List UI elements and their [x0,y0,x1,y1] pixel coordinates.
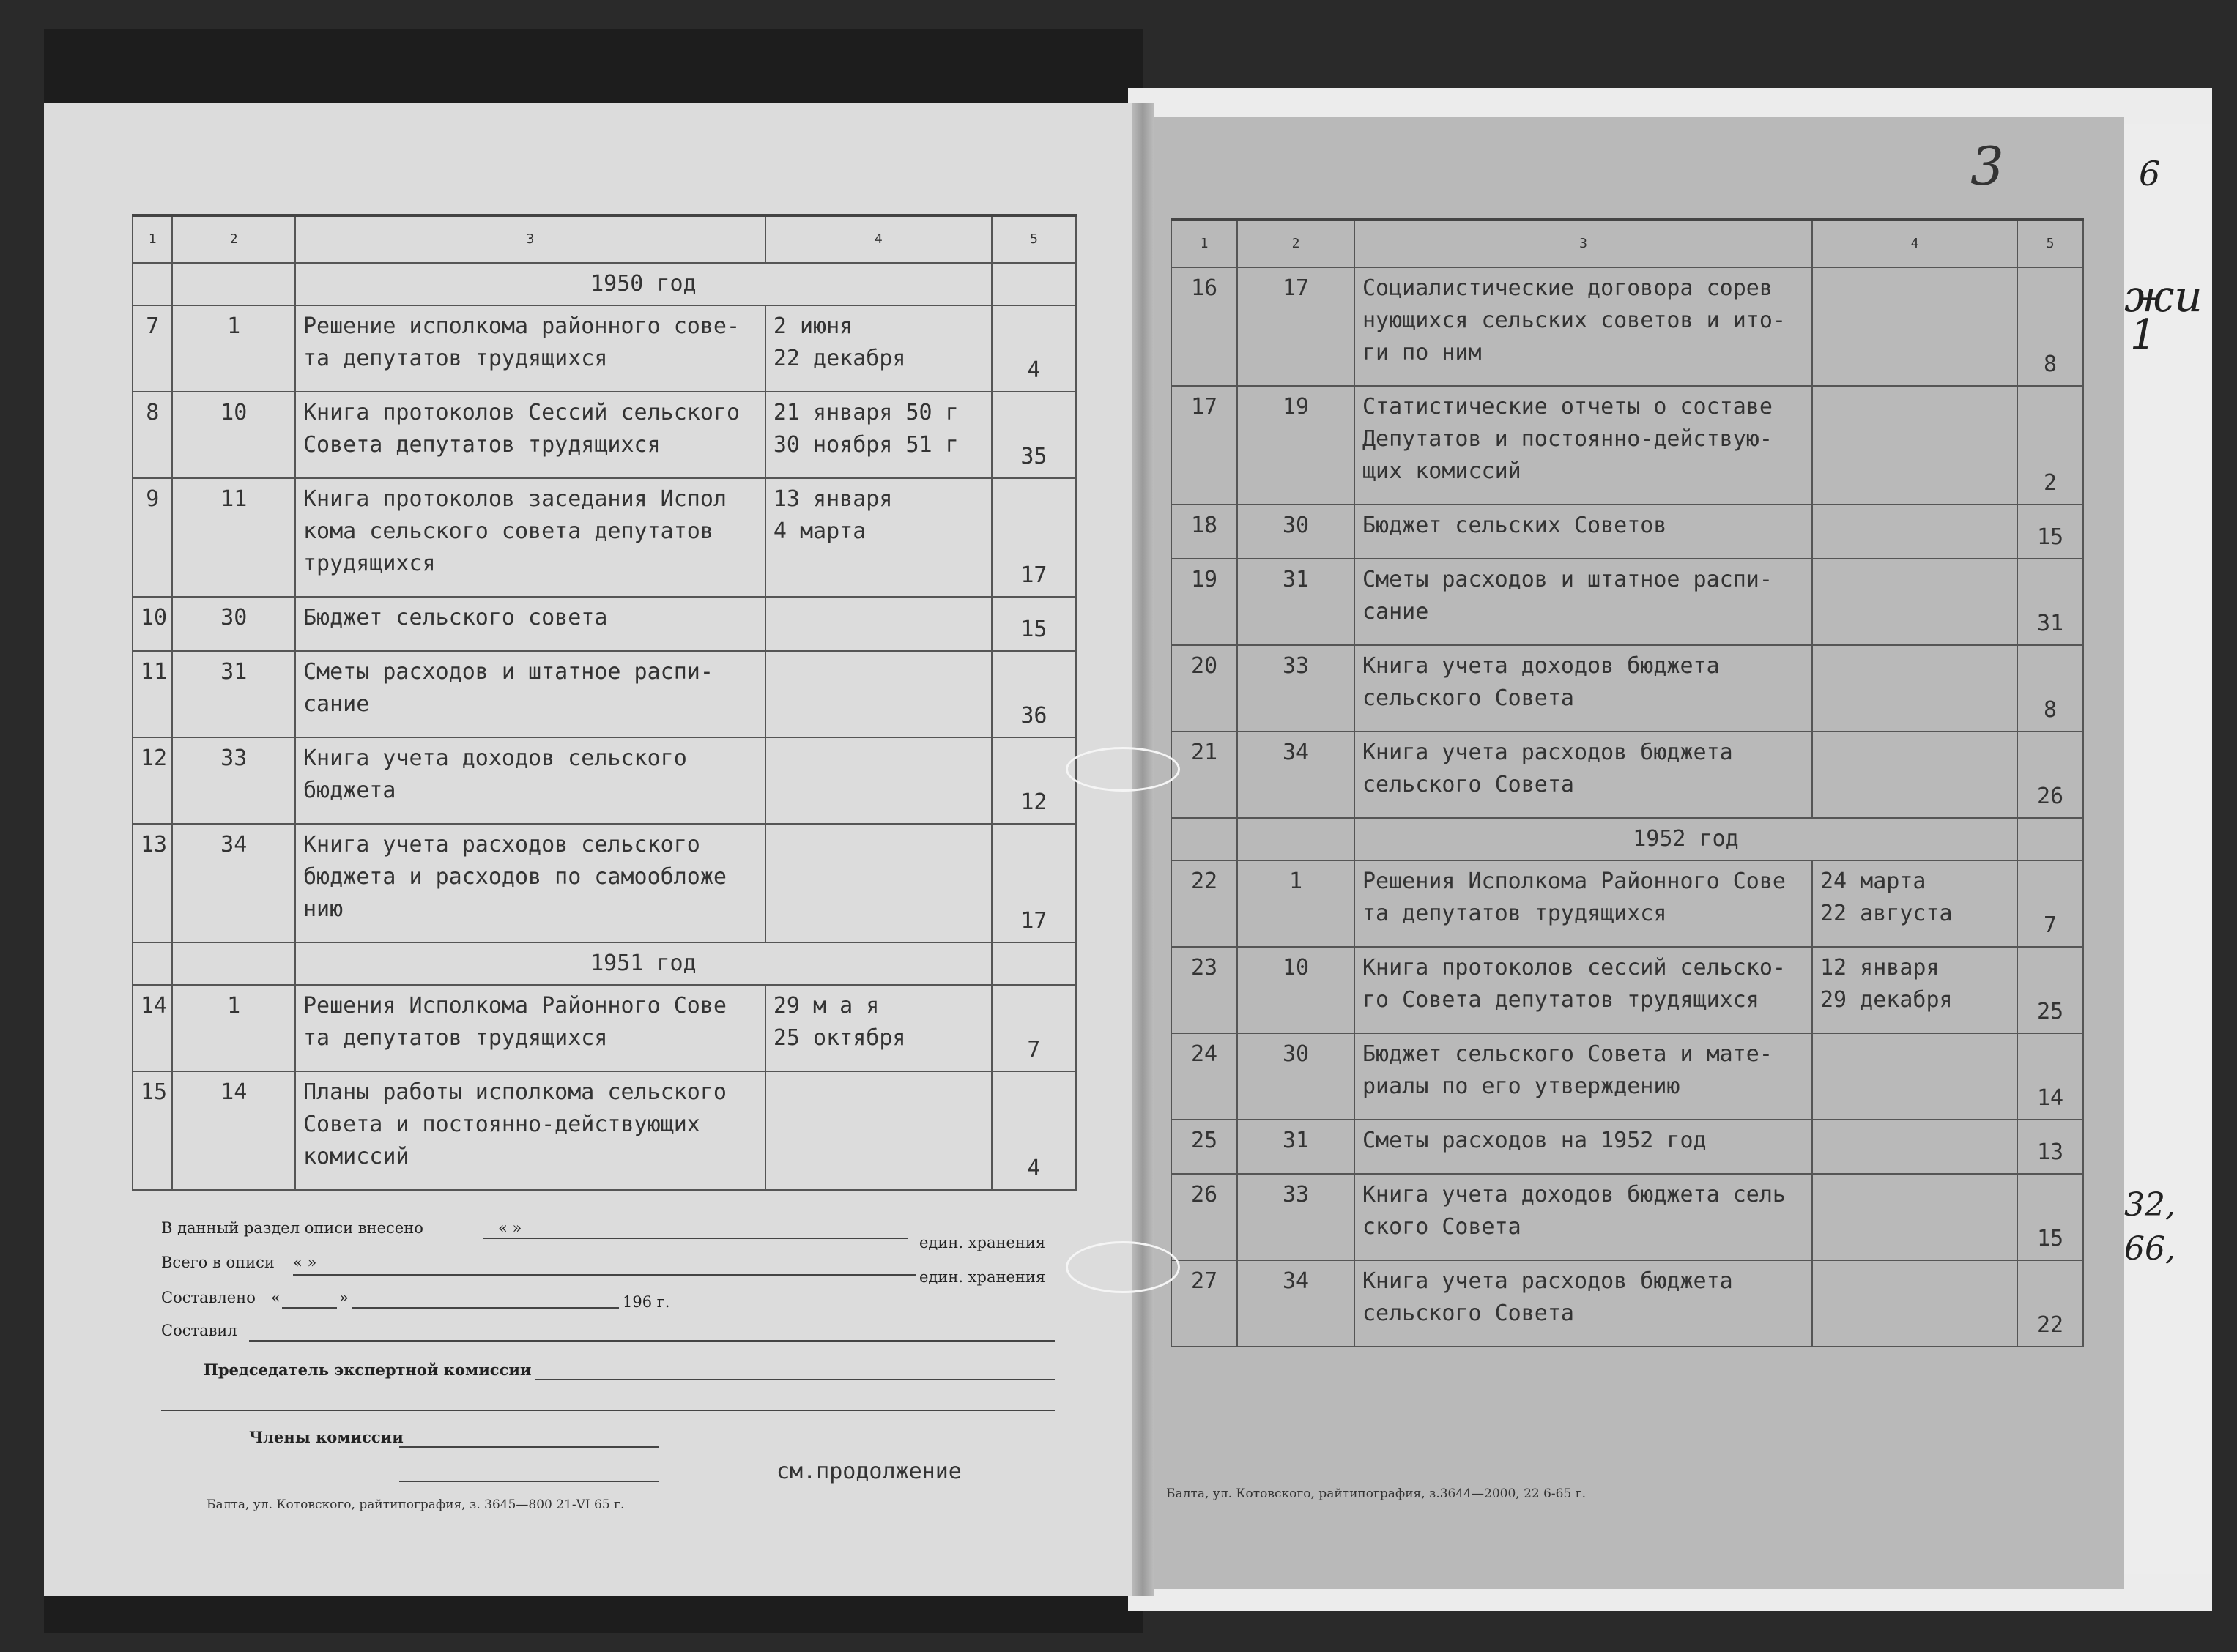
sheet-count: 26 [2017,732,2083,818]
file-number: 33 [1237,645,1354,732]
table-row [133,1071,1076,1190]
title-line: Совета и постоянно-действующих [303,1112,700,1137]
file-dates [1812,559,2017,645]
edge-mark: 1 [2130,311,2156,359]
title-line: Сметы расходов и штатное распи- [303,659,713,685]
file-number: 30 [1237,1033,1354,1120]
column-header: 1 [1171,220,1237,267]
title-line: Книга учета расходов бюджета [1362,1268,1733,1294]
file-dates [1812,505,2017,559]
title-line: ского Совета [1362,1214,1521,1240]
file-dates [1812,947,2017,1033]
sheet-count: 4 [992,305,1076,392]
sheet-count: 8 [2017,267,2083,386]
date-line: 22 августа [1820,901,1953,926]
file-title [295,597,765,651]
sheet-count: 31 [2017,559,2083,645]
title-line: Решение исполкома районного сове- [303,313,740,339]
cell [1237,818,1354,860]
book-spine [1132,103,1154,1596]
file-dates [1812,645,2017,732]
cell [133,942,172,985]
title-line: Книга учета доходов сельского [303,745,687,771]
print-info: Балта, ул. Котовского, райтипография, з. 3645—800 21-VI 65 г. [207,1497,625,1512]
column-header: 2 [172,215,295,263]
cell [2017,818,2083,860]
chairman-line [535,1379,1055,1380]
sheet-count: 36 [992,651,1076,737]
column-header-row [1171,220,2083,267]
date-line: 12 января [1820,955,1940,981]
file-dates [1812,860,2017,947]
title-line: та депутатов трудящихся [303,346,608,371]
title-line: Совета депутатов трудящихся [303,432,661,458]
table-row [133,651,1076,737]
table-row [1171,559,2083,645]
table-row [1171,1120,2083,1174]
table-row [1171,1174,2083,1260]
file-dates [1812,1260,2017,1347]
file-number: 31 [1237,559,1354,645]
title-line: Депутатов и постоянно-действую- [1362,426,1773,452]
file-number: 10 [1237,947,1354,1033]
row-number: 8 [133,392,172,478]
date-line: 29 м а я [773,993,880,1019]
title-line: та депутатов трудящихся [1362,901,1667,926]
column-header: 1 [133,215,172,263]
title-line: Книга учета доходов бюджета сель [1362,1182,1786,1208]
file-number: 1 [172,305,295,392]
title-line: Книга учета расходов бюджета [1362,740,1733,765]
table-row [133,985,1076,1071]
row-number: 22 [1171,860,1237,947]
title-line: Решения Исполкома Районного Сове [303,993,727,1019]
file-dates [765,478,992,597]
row-number: 21 [1171,732,1237,818]
title-line: нующихся сельских советов и ито- [1362,308,1786,333]
title-line: сание [1362,599,1429,625]
title-line: Сметы расходов и штатное распи- [1362,567,1773,592]
continuation-note: см.продолжение [776,1459,962,1484]
date-line: 30 ноября 51 г [773,432,959,458]
column-header: 3 [1354,220,1812,267]
row-number: 9 [133,478,172,597]
table-row [1171,267,2083,386]
file-number: 34 [172,824,295,942]
file-number: 17 [1237,267,1354,386]
file-dates [765,824,992,942]
file-dates [1812,1033,2017,1120]
cell [133,263,172,305]
title-line: Книга протоколов Сессий сельского [303,400,740,425]
table-row [1171,505,2083,559]
row-number: 20 [1171,645,1237,732]
sheet-count: 12 [992,737,1076,824]
title-line: Решения Исполкома Районного Сове [1362,868,1786,894]
title-line: го Совета депутатов трудящихся [1362,987,1759,1013]
file-title [1354,386,1812,505]
file-dates [765,392,992,478]
file-title [1354,947,1812,1033]
title-line: сание [303,691,370,717]
file-title [295,824,765,942]
title-line: трудящихся [303,551,436,576]
year-row [133,263,1076,305]
file-title [1354,732,1812,818]
compiled-day-line [282,1307,337,1309]
title-line: та депутатов трудящихся [303,1025,608,1051]
row-number: 27 [1171,1260,1237,1347]
column-header: 5 [2017,220,2083,267]
file-title [1354,559,1812,645]
cell [172,263,295,305]
sheet-count: 7 [992,985,1076,1071]
sheet-count: 8 [2017,645,2083,732]
table-row [1171,1260,2083,1347]
date-line: 22 декабря [773,346,906,371]
row-number: 17 [1171,386,1237,505]
file-number: 1 [1237,860,1354,947]
compiled-year: 196 г. [623,1293,670,1311]
edge-mark: жи [2124,271,2203,322]
chairman-line-2 [161,1410,1055,1411]
total-line [293,1274,916,1276]
sheet-count: 4 [992,1071,1076,1190]
title-line: Бюджет сельских Советов [1362,513,1667,538]
column-header: 4 [765,215,992,263]
file-title [1354,645,1812,732]
file-dates [1812,732,2017,818]
column-header-row [133,215,1076,263]
file-dates [1812,1120,2017,1174]
table-row [1171,386,2083,505]
title-line: Сметы расходов на 1952 год [1362,1128,1707,1153]
file-number: 30 [172,597,295,651]
title-line: сельского Совета [1362,1301,1574,1326]
file-title [1354,1120,1812,1174]
members-label: Члены комиссии [249,1428,404,1446]
sheet-count: 7 [2017,860,2083,947]
table-row [1171,1033,2083,1120]
file-dates [1812,1174,2017,1260]
table-row [1171,732,2083,818]
row-number: 13 [133,824,172,942]
adjacent-page-edge [2124,124,2212,1574]
row-number: 15 [133,1071,172,1190]
members-line [399,1446,659,1448]
file-dates [765,305,992,392]
compiled-month-line [352,1307,619,1309]
file-title [295,392,765,478]
year-heading: 1951 год [295,942,992,985]
file-dates [765,597,992,651]
title-line: Книга учета расходов сельского [303,832,700,857]
table-row [133,392,1076,478]
sheet-count: 17 [992,478,1076,597]
row-number: 11 [133,651,172,737]
title-line: Бюджет сельского совета [303,605,608,630]
storage-units-label: един. хранения [919,1268,1046,1286]
table-row [1171,645,2083,732]
cell [1171,818,1237,860]
title-line: Планы работы исполкома сельского [303,1079,727,1105]
file-title [295,1071,765,1190]
file-title [295,651,765,737]
column-header: 3 [295,215,765,263]
date-line: 4 марта [773,518,867,544]
storage-units-label: един. хранения [919,1234,1046,1251]
sheet-count: 15 [992,597,1076,651]
title-line: Социалистические договора сорев [1362,275,1773,301]
file-number: 10 [172,392,295,478]
edge-mark: 32, [2124,1186,2175,1224]
sheet-count: 17 [992,824,1076,942]
sheet-count: 22 [2017,1260,2083,1347]
file-dates [1812,386,2017,505]
sheet-count: 25 [2017,947,2083,1033]
file-title [1354,1174,1812,1260]
title-line: кома сельского совета депутатов [303,518,713,544]
row-number: 7 [133,305,172,392]
row-number: 18 [1171,505,1237,559]
included-label: В данный раздел описи внесено [161,1219,423,1237]
sheet-count: 2 [2017,386,2083,505]
table-row [133,478,1076,597]
row-number: 12 [133,737,172,824]
table-row [133,824,1076,942]
date-line: 24 марта [1820,868,1926,894]
file-number: 14 [172,1071,295,1190]
cell [992,942,1076,985]
row-number: 14 [133,985,172,1071]
edge-mark: 66, [2124,1230,2175,1268]
file-title [1354,505,1812,559]
table-row [1171,947,2083,1033]
file-title [1354,1260,1812,1347]
table-row [133,737,1076,824]
title-line: Статистические отчеты о составе [1362,394,1773,420]
sheet-count: 15 [2017,1174,2083,1260]
sheet-count: 14 [2017,1033,2083,1120]
members-line-2 [399,1481,659,1482]
year-heading: 1950 год [295,263,992,305]
title-line: бюджета и расходов по самообложе [303,864,727,890]
year-row [1171,818,2083,860]
date-line: 21 января 50 г [773,400,959,425]
sheet-count: 15 [2017,505,2083,559]
date-line: 2 июня [773,313,853,339]
file-title [295,985,765,1071]
file-number: 33 [172,737,295,824]
column-header: 2 [1237,220,1354,267]
cell [172,942,295,985]
title-line: нию [303,896,344,922]
title-line: риалы по его утверждению [1362,1074,1680,1099]
edge-mark: 6 [2139,154,2161,193]
title-line: комиссий [303,1144,409,1169]
sheet-count: 13 [2017,1120,2083,1174]
file-title [1354,1033,1812,1120]
file-title [295,478,765,597]
compiled-quote-open: « [271,1289,281,1306]
title-line: сельского Совета [1362,772,1574,797]
total-quote: « » [293,1254,317,1271]
file-dates [765,985,992,1071]
right-register-table [1171,218,2084,1347]
row-number: 26 [1171,1174,1237,1260]
row-number: 19 [1171,559,1237,645]
file-dates [765,651,992,737]
included-line [483,1238,908,1239]
file-number: 19 [1237,386,1354,505]
table-row [133,597,1076,651]
included-quote: « » [498,1219,522,1237]
file-number: 31 [172,651,295,737]
file-number: 30 [1237,505,1354,559]
file-number: 1 [172,985,295,1071]
title-line: бюджета [303,778,396,803]
year-row [133,942,1076,985]
compiled-quote-close: » [339,1289,349,1306]
left-register-table [132,214,1077,1191]
file-number: 34 [1237,1260,1354,1347]
cell [992,263,1076,305]
row-number: 25 [1171,1120,1237,1174]
date-line: 13 января [773,486,893,512]
page-number: 3 [1970,135,2004,197]
file-number: 34 [1237,732,1354,818]
title-line: сельского Совета [1362,685,1574,711]
table-row [1171,860,2083,947]
title-line: Бюджет сельского Совета и мате- [1362,1041,1773,1067]
file-dates [765,737,992,824]
compiler-line [249,1340,1055,1342]
sheet-count: 35 [992,392,1076,478]
file-title [295,737,765,824]
title-line: щих комиссий [1362,458,1521,484]
file-number: 11 [172,478,295,597]
total-label: Всего в описи [161,1254,275,1271]
chairman-label: Председатель экспертной комиссии [204,1361,532,1379]
row-number: 23 [1171,947,1237,1033]
file-number: 31 [1237,1120,1354,1174]
column-header: 5 [992,215,1076,263]
date-line: 25 октября [773,1025,906,1051]
compiler-label: Составил [161,1322,237,1339]
title-line: Книга протоколов сессий сельско- [1362,955,1786,981]
print-info: Балта, ул. Котовского, райтипография, з.3644—2000, 22 6-65 г. [1166,1487,1587,1501]
title-line: Книга протоколов заседания Испол [303,486,727,512]
compiled-label: Составлено [161,1289,256,1306]
file-dates [765,1071,992,1190]
title-line: ги по ним [1362,340,1482,365]
row-number: 16 [1171,267,1237,386]
file-number: 33 [1237,1174,1354,1260]
date-line: 29 декабря [1820,987,1953,1013]
binding-string [1066,747,1180,792]
file-title [1354,860,1812,947]
table-row [133,305,1076,392]
year-heading: 1952 год [1354,818,2017,860]
binding-string [1066,1241,1180,1293]
row-number: 24 [1171,1033,1237,1120]
title-line: Книга учета доходов бюджета [1362,653,1720,679]
file-title [295,305,765,392]
file-title [1354,267,1812,386]
column-header: 4 [1812,220,2017,267]
file-dates [1812,267,2017,386]
row-number: 10 [133,597,172,651]
